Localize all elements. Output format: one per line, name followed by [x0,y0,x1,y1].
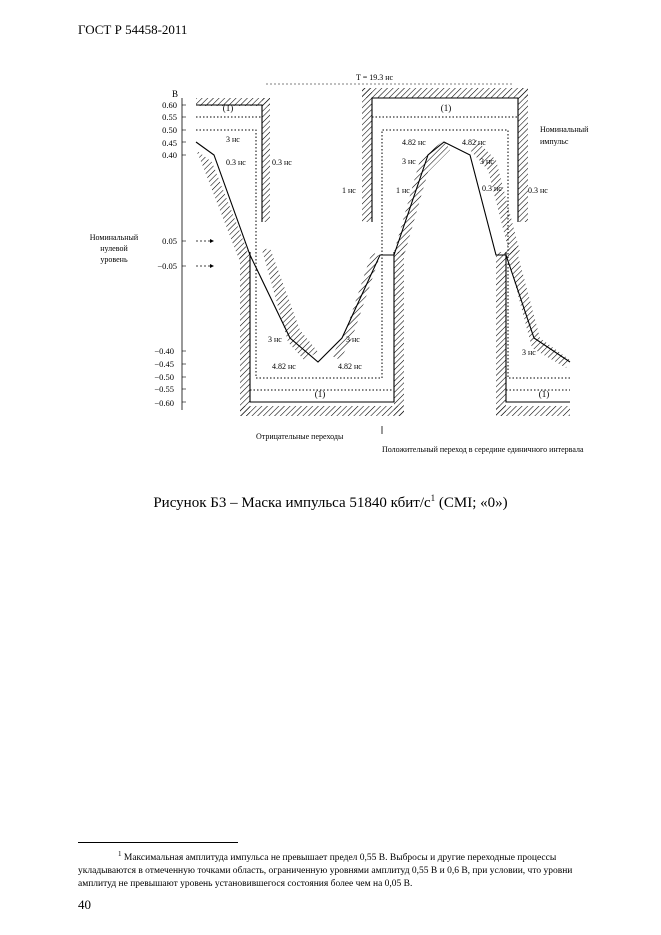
page-number: 40 [78,897,91,912]
nominal-pulse-label [540,125,589,146]
label-03ns-a: 0.3 нс [226,158,246,167]
svg-text:нулевой: нулевой [100,244,128,253]
label-3ns-f: 3 нс [522,348,536,357]
label-03ns-d: 0.3 нс [528,186,548,195]
zero-level-arrows [196,241,210,266]
region-label-top-right: (1) [440,103,452,113]
label-03ns-b: 0.3 нс [272,158,292,167]
y-axis-ticks [154,100,177,408]
positive-transition-label: Положительный переход в середине единичного интервала [382,445,584,454]
region-label-bottom-mid: (1) [314,389,326,399]
tick-m055: −0.55 [154,384,174,394]
label-482ns-b: 4.82 нс [462,138,486,147]
tick-005: 0.05 [162,236,177,246]
negative-transitions-label: Отрицательные переходы [256,432,344,441]
tick-m060: −0.60 [154,398,174,408]
tick-m005: −0.05 [157,261,177,271]
label-482ns-c: 4.82 нс [272,362,296,371]
mask-hatching [196,88,570,416]
tick-060: 0.60 [162,100,177,110]
label-3ns-e: 3 нс [346,335,360,344]
svg-text:уровень: уровень [100,255,128,264]
region-label-bottom-right: (1) [538,389,550,399]
footnote-rule [78,842,238,843]
tick-045: 0.45 [162,138,177,148]
unit-label: В [172,89,179,99]
figure-caption: Рисунок Б3 – Маска импульса 51840 кбит/$с^1$ (CMI; «0») [153,493,508,511]
label-3ns-b: 3 нс [402,157,416,166]
footnote: $^1$ Максимальная амплитуда импульса не превышает предел 0,55 В. Выбросы и другие переходные процессы укладываются в отмеченную точками область, ограниченную уровнями амплитуд 0,55 В и 0,6 В, при условии, что уровни амплитуд не превышают уровень установившегося состояния более чем на 0,05 В. [78,850,573,890]
tick-050: 0.50 [162,125,177,135]
label-3ns-d: 3 нс [268,335,282,344]
tick-m040: −0.40 [154,346,174,356]
period-label: T = 19.3 нс [356,73,394,82]
svg-text:импульс: импульс [540,137,569,146]
label-3ns-c: 3 нс [480,157,494,166]
svg-text:Номинальный: Номинальный [89,233,139,242]
tick-055: 0.55 [162,112,177,122]
tick-m045: −0.45 [154,359,174,369]
document-header: ГОСТ Р 54458-2011 [78,22,188,37]
region-label-top-left: (1) [222,103,234,113]
label-1ns-a: 1 нс [342,186,356,195]
label-1ns-b: 1 нс [396,186,410,195]
tick-040: 0.40 [162,150,177,160]
label-3ns-a: 3 нс [226,135,240,144]
tick-m050: −0.50 [154,372,174,382]
label-482ns-a: 4.82 нс [402,138,426,147]
nominal-zero-label [90,233,139,264]
label-482ns-d: 4.82 нс [338,362,362,371]
label-03ns-c: 0.3 нс [482,184,502,193]
svg-text:Номинальный: Номинальный [540,125,589,134]
